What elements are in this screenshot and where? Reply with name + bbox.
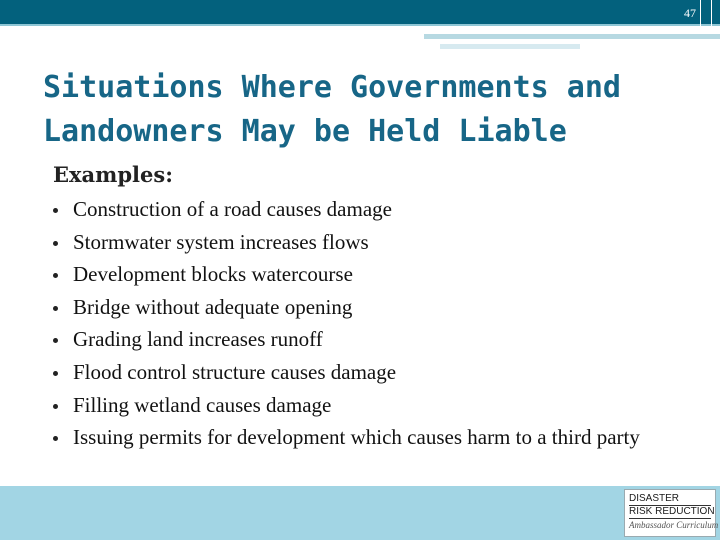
list-item [53, 359, 693, 385]
list-item [53, 261, 693, 287]
logo-line-2: RISK REDUCTION [629, 506, 715, 517]
top-accent-line [0, 24, 720, 26]
list-item-text: Grading land increases runoff [73, 327, 323, 352]
title-line-2: Landowners May be Held Liable [43, 114, 567, 149]
list-item-text: Development blocks watercourse [73, 262, 353, 287]
list-item-text: Bridge without adequate opening [73, 294, 353, 319]
bullet-icon [53, 404, 58, 409]
list-item [53, 424, 693, 450]
list-item [53, 229, 693, 255]
list-item-text: Stormwater system increases flows [73, 229, 369, 254]
list-item [53, 326, 693, 352]
list-item-text: Issuing permits for development which causes harm to a third party [73, 425, 640, 450]
bullet-icon [53, 208, 58, 213]
logo-line-3: Ambassador Curriculum [629, 520, 719, 530]
slide-number: 47 [684, 6, 696, 20]
decorative-rule [440, 44, 580, 49]
drr-logo [624, 489, 719, 537]
list-item-text: Filling wetland causes damage [73, 392, 332, 417]
bullet-icon [53, 338, 58, 343]
top-banner [0, 0, 720, 24]
slide-title [43, 66, 683, 154]
list-item [53, 294, 693, 320]
logo-line-1: DISASTER [629, 493, 711, 506]
list-item [53, 196, 693, 222]
title-line-1: Situations Where Governments and [43, 70, 621, 105]
bullet-icon [53, 306, 58, 311]
bullet-icon [53, 436, 58, 441]
bullet-icon [53, 273, 58, 278]
list-item-text: Construction of a road causes damage [73, 197, 392, 221]
examples-list [53, 196, 693, 457]
banner-divider-lines [700, 0, 712, 48]
list-item-text: Flood control structure causes damage [73, 359, 397, 384]
bullet-icon [53, 241, 58, 246]
decorative-rule [424, 34, 720, 39]
list-item [53, 392, 693, 418]
examples-heading: Examples: [53, 162, 173, 187]
bullet-icon [53, 371, 58, 376]
bottom-banner [0, 486, 720, 540]
